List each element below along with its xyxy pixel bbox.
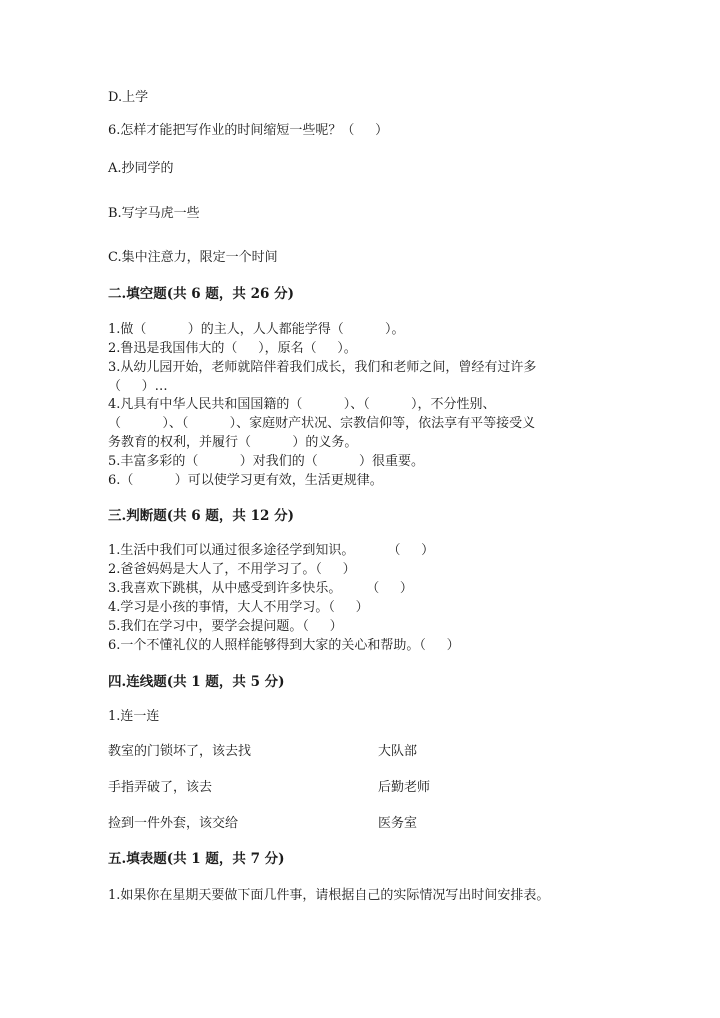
section-heading-table-fill: 五.填表题(共 1 题，共 7 分): [108, 851, 285, 867]
fill-line: 5.丰富多彩的（ ）对我们的（ ）很重要。: [108, 454, 425, 469]
judge-line: 4.学习是小孩的事情，大人不用学习。（ ）: [108, 600, 369, 615]
fill-line: 2.鲁迅是我国伟大的（ ），原名（ ）。: [108, 341, 357, 356]
judge-line: 6.一个不懂礼仪的人照样能够得到大家的关心和帮助。（ ）: [108, 638, 460, 653]
option-d: D.上学: [108, 90, 149, 105]
table-fill-prompt: 1.如果你在星期天要做下面几件事，请根据自己的实际情况写出时间安排表。: [108, 888, 550, 903]
matching-left-item: 捡到一件外套，该交给: [108, 816, 239, 831]
matching-prompt: 1.连一连: [108, 709, 160, 724]
option-c: C.集中注意力，限定一个时间: [108, 250, 278, 265]
section-heading-judge: 三.判断题(共 6 题，共 12 分): [108, 508, 294, 524]
option-a: A.抄同学的: [108, 161, 174, 176]
fill-line: 4.凡具有中华人民共和国国籍的（ ）、（ ），不分性别、: [108, 397, 496, 412]
fill-line: （ ）、（ ）、家庭财产状况、宗教信仰等，依法享有平等接受义: [108, 416, 536, 431]
matching-right-item: 医务室: [378, 816, 418, 831]
option-b: B.写字马虎一些: [108, 206, 200, 221]
judge-line: 3.我喜欢下跳棋，从中感受到许多快乐。 （ ）: [108, 581, 413, 596]
fill-line: 3.从幼儿园开始，老师就陪伴着我们成长，我们和老师之间，曾经有过许多: [108, 360, 537, 375]
section-heading-fill-blank: 二.填空题(共 6 题，共 26 分): [108, 286, 294, 302]
matching-right-item: 大队部: [378, 744, 418, 759]
matching-left-item: 手指弄破了，该去: [108, 780, 213, 795]
fill-line: 6.（ ）可以使学习更有效，生活更规律。: [108, 473, 383, 488]
fill-line: （ ）…: [108, 379, 168, 394]
question-6: 6.怎样才能把写作业的时间缩短一些呢？（ ）: [108, 123, 389, 138]
section-heading-matching: 四.连线题(共 1 题，共 5 分): [108, 674, 285, 690]
matching-left-item: 教室的门锁坏了，该去找: [108, 744, 252, 759]
fill-line: 务教育的权利，并履行（ ）的义务。: [108, 435, 358, 450]
judge-line: 2.爸爸妈妈是大人了，不用学习了。（ ）: [108, 562, 356, 577]
matching-right-item: 后勤老师: [378, 780, 431, 795]
fill-line: 1.做（ ）的主人，人人都能学得（ ）。: [108, 322, 405, 337]
judge-line: 5.我们在学习中，要学会提问题。（ ）: [108, 619, 343, 634]
judge-line: 1.生活中我们可以通过很多途径学到知识。 （ ）: [108, 543, 435, 558]
